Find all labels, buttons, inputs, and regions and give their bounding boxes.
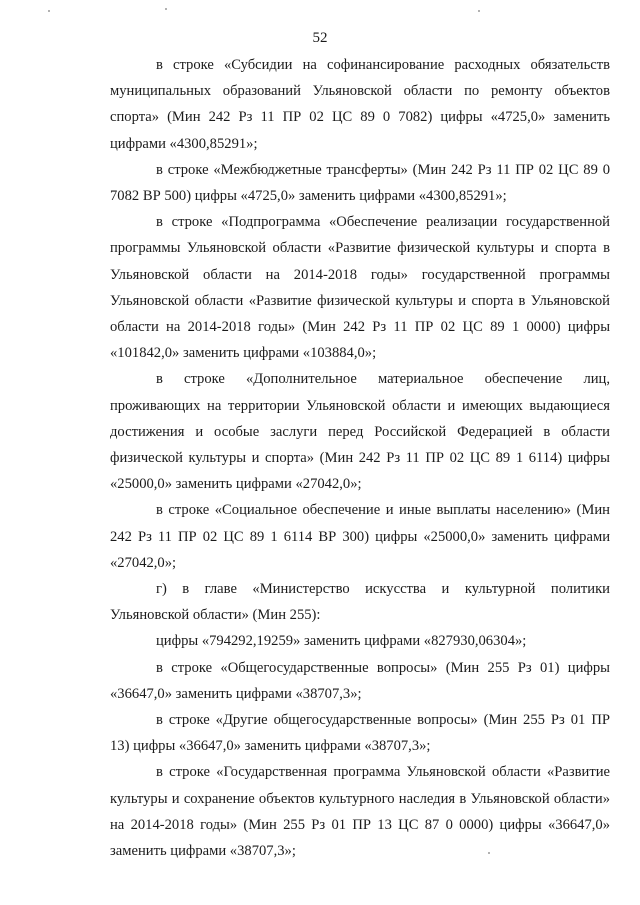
paragraph-5: в строке «Социальное обеспечение и иные выплаты населению» (Мин 242 Рз 11 ПР 02 ЦС 89 1 6114 ВР 300) цифры «25000,0» заменить цифрами «27042,0»; [110, 502, 610, 571]
page-number: 52 [312, 30, 328, 46]
scan-speck [478, 10, 480, 12]
paragraph-7: цифры «794292,19259» заменить цифрами «827930,06304»; [156, 633, 527, 650]
paragraph-9: в строке «Другие общегосударственные вопросы» (Мин 255 Рз 01 ПР 13) цифры «36647,0» заменить цифрами «38707,3»; [110, 712, 610, 755]
paragraph-2: в строке «Межбюджетные трансферты» (Мин 242 Рз 11 ПР 02 ЦС 89 0 7082 ВР 500) цифры «4725,0» заменить цифрами «4300,85291»; [110, 161, 610, 205]
paragraph-10: в строке «Государственная программа Ульяновской области «Развитие культуры и сохранение объектов культурного наследия в Ульяновской области» на 2014-2018 годы» (Мин 255 Рз 01 ПР 13 ЦС 87 0 0000) цифры «36647,0» заменить цифрами «38707,3»; [110, 764, 610, 860]
paragraph-4: в строке «Дополнительное материальное обеспечение лиц, проживающих на территории Ульяновской области и имеющих выдающиеся достижения и особые заслуги перед Российской Федерацией в области физической культуры и спорта» (Мин 242 Рз 11 ПР 02 ЦС 89 1 6114) цифры «25000,0» заменить цифрами «27042,0»; [110, 371, 610, 493]
scan-speck [488, 852, 490, 854]
paragraph-1: в строке «Субсидии на софинансирование расходных обязательств муниципальных образований Ульяновской области по ремонту объектов спорта» (Мин 242 Рз 11 ПР 02 ЦС 89 0 7082) цифры «4725,0» заменить цифрами «4300,85291»; [110, 57, 610, 152]
paragraph-6: г) в главе «Министерство искусства и культурной политики Ульяновской области» (Мин 255): [110, 581, 610, 624]
document-body [110, 52, 610, 864]
paragraph-8: в строке «Общегосударственные вопросы» (Мин 255 Рз 01) цифры «36647,0» заменить цифрами «38707,3»; [110, 659, 610, 702]
paragraph-3: в строке «Подпрограмма «Обеспечение реализации государственной программы Ульяновской области «Развитие физической культуры и спорта в Ульяновской области на 2014-2018 годы» государственной программы Ульяновской области «Развитие физической культуры и спорта в Ульяновской области на 2014-2018 годы» (Мин 242 Рз 11 ПР 02 ЦС 89 1 0000) цифры «101842,0» заменить цифрами «103884,0»; [110, 214, 610, 362]
scan-speck [165, 8, 167, 10]
scan-speck [48, 10, 50, 12]
